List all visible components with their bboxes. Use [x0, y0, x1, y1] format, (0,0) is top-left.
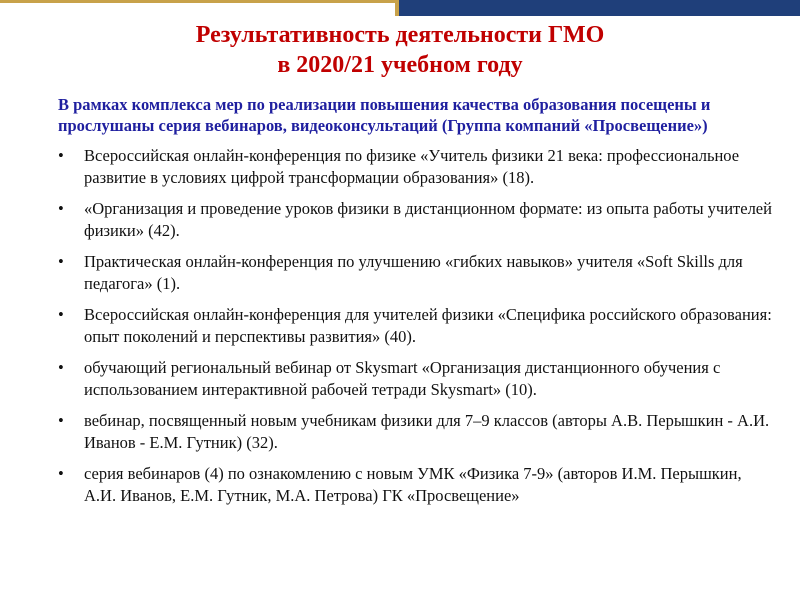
list-item: [58, 198, 773, 242]
list-item: [58, 357, 773, 401]
top-bar-gold-line: [0, 0, 395, 6]
bullet-icon: •: [58, 252, 64, 271]
decorative-top-bar: [0, 0, 800, 16]
list-item-text: Всероссийская онлайн-конференция по физике «Учитель физики 21 века: профессиональное развитие в условиях цифрой трансформации образования» (18).: [84, 146, 740, 187]
bullet-icon: •: [58, 199, 64, 218]
list-item-text: вебинар, посвященный новым учебникам физики для 7–9 классов (авторы А.В. Перышкин - А.И. Иванов - Е.М. Гутник) (32).: [84, 411, 770, 452]
bullet-icon: •: [58, 464, 64, 483]
list-item: [58, 251, 773, 295]
slide-title-line-1: Результативность деятельности ГМО: [195, 22, 605, 48]
list-item: [58, 410, 773, 454]
list-item: [58, 463, 773, 507]
list-item-text: серия вебинаров (4) по ознакомлению с новым УМК «Физика 7-9» (авторов И.М. Перышкин, А.И. Иванов, Е.М. Гутник, М.А. Петрова) ГК «Просвещение»: [84, 464, 742, 505]
bullet-icon: •: [58, 305, 64, 324]
list-item: [58, 304, 773, 348]
top-bar-blue-block: [399, 0, 800, 16]
list-item-text: Практическая онлайн-конференция по улучшению «гибких навыков» учителя «Soft Skills для педагога» (1).: [84, 252, 743, 293]
list-item: [58, 145, 773, 189]
list-item-text: Всероссийская онлайн-конференция для учителей физики «Специфика российского образования: опыт поколений и перспективы развития» (40).: [84, 305, 772, 346]
bullet-icon: •: [58, 411, 64, 430]
webinar-list: [58, 145, 773, 516]
slide-title: [0, 20, 800, 80]
bullet-icon: •: [58, 146, 64, 165]
slide-title-line-2: в 2020/21 учебном году: [277, 52, 523, 78]
list-item-text: обучающий региональный вебинар от Skysmart «Организация дистанционного обучения с использованием интерактивной рабочей тетради Skysmart» (10).: [84, 358, 721, 399]
intro-paragraph: В рамках комплекса мер по реализации повышения качества образования посещены и прослушаны серия вебинаров, видеоконсультаций (Группа компаний «Просвещение»): [58, 95, 711, 135]
list-item-text: «Организация и проведение уроков физики в дистанционном формате: из опыта работы учителей физики» (42).: [84, 199, 772, 240]
bullet-icon: •: [58, 358, 64, 377]
